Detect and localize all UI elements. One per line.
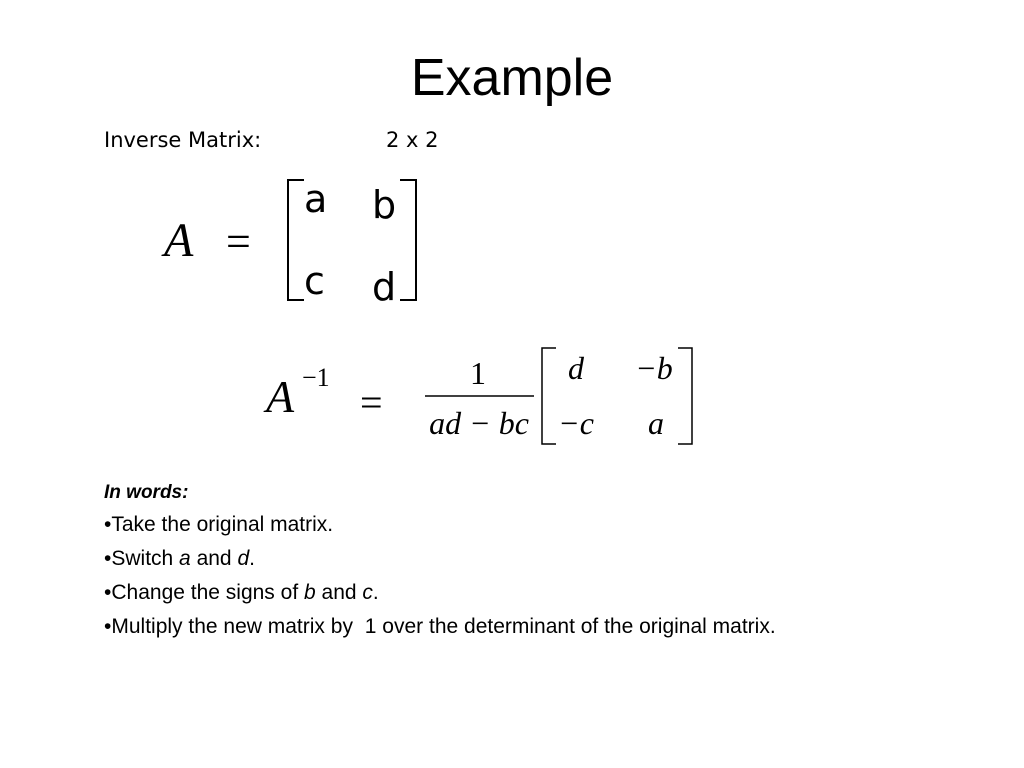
inverse-left-bracket — [542, 348, 556, 444]
matrix-a-left-bracket — [288, 180, 304, 300]
variable-a: a — [179, 547, 191, 570]
bullet: • — [104, 615, 112, 638]
matrix-a-entry-b: b — [372, 183, 397, 227]
matrix-a-right-bracket — [400, 180, 416, 300]
inverse-symbol: A — [266, 371, 295, 422]
matrix-a-symbol: A — [164, 214, 194, 267]
bullet: • — [104, 581, 112, 604]
variable-b: b — [304, 581, 316, 604]
matrix-inverse-equation — [262, 336, 712, 456]
step-text: and — [315, 581, 363, 604]
slide-title: Example — [410, 49, 614, 107]
fraction-denominator: ad − bc — [429, 405, 529, 441]
variable-c: c — [362, 581, 373, 604]
step-text: Take the original matrix. — [111, 513, 334, 536]
matrix-a-equals: = — [226, 217, 251, 266]
subtitle-matrix-size: 2 x 2 — [386, 128, 439, 152]
step-text: . — [372, 581, 379, 604]
fraction-numerator: 1 — [470, 355, 486, 391]
inverse-equals: = — [360, 380, 383, 425]
step-switch — [104, 542, 1004, 576]
step-text: Switch — [111, 547, 180, 570]
subtitle-label: Inverse Matrix: — [104, 128, 262, 152]
inverse-entry-neg-c: −c — [558, 405, 594, 441]
step-take-original — [104, 508, 1004, 542]
variable-d: d — [237, 547, 250, 570]
inverse-right-bracket — [678, 348, 692, 444]
inverse-exponent: −1 — [302, 363, 330, 392]
matrix-a-entry-d: d — [372, 265, 397, 309]
matrix-a-equation — [160, 170, 430, 310]
step-change-signs — [104, 576, 1004, 610]
matrix-a-entry-c: c — [304, 259, 325, 303]
bullet: • — [104, 547, 112, 570]
step-text: and — [190, 547, 238, 570]
inverse-entry-a: a — [648, 405, 664, 441]
step-text: over the determinant of the original matrix. — [376, 615, 776, 638]
step-text: Multiply the new matrix by — [111, 615, 359, 638]
step-text: . — [249, 547, 255, 570]
matrix-a-entry-a: a — [304, 177, 328, 221]
in-words-section — [104, 478, 1004, 644]
bullet: • — [104, 513, 112, 536]
in-words-heading: In words: — [104, 482, 189, 503]
number-one: 1 — [364, 615, 377, 638]
step-multiply — [104, 610, 1004, 644]
inverse-entry-neg-b: −b — [635, 350, 673, 386]
step-text: Change the signs of — [111, 581, 304, 604]
inverse-entry-d: d — [568, 350, 584, 386]
